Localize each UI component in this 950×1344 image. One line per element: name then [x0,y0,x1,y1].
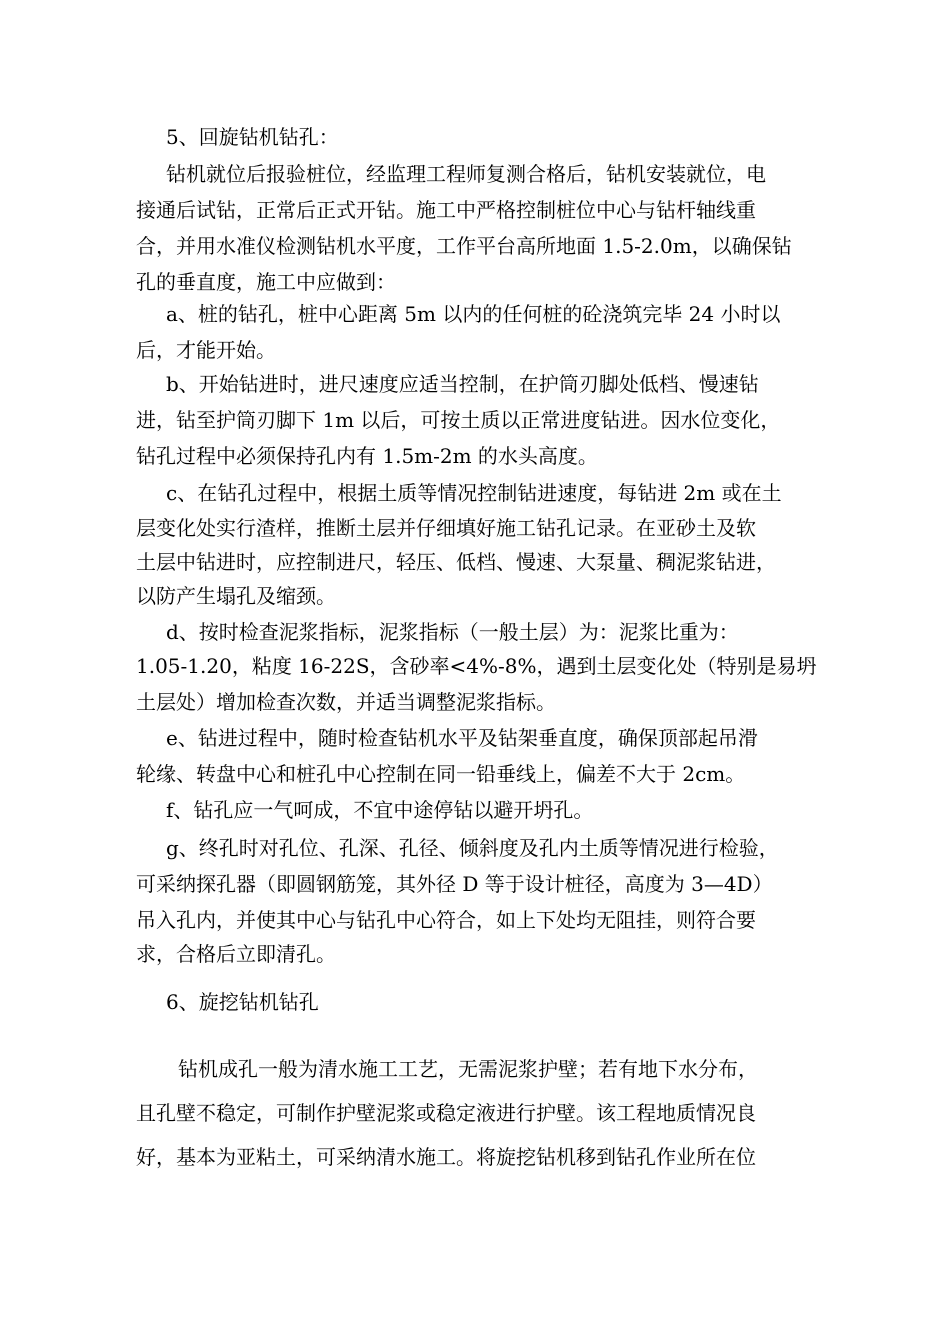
item-c-line: 层变化处实行渣样，推断土层并仔细填好施工钻孔记录。在亚砂土及软 [136,516,756,540]
section-6-body-line: 钻机成孔一般为清水施工工艺，无需泥浆护壁；若有地下水分布， [178,1057,758,1081]
section-6-body-line: 好，基本为亚粘土，可采纳清水施工。将旋挖钻机移到钻孔作业所在位 [136,1145,756,1169]
item-d-line: 1.05-1.20，粘度 16-22S，含砂率<4%-8%，遇到土层变化处（特别是易坍 [136,654,817,678]
item-e-line: 轮缘、转盘中心和桩孔中心控制在同一铅垂线上，偏差不大于 2cm。 [136,762,746,786]
item-d-line: d、按时检查泥浆指标，泥浆指标（一般土层）为：泥浆比重为： [166,620,739,644]
item-d-line: 土层处）增加检查次数，并适当调整泥浆指标。 [136,690,556,714]
item-b-line: b、开始钻进时，进尺速度应适当控制，在护筒刃脚处低档、慢速钻 [166,372,759,396]
item-a-line: 后，才能开始。 [136,338,276,362]
item-e-line: e、钻进过程中，随时检查钻机水平及钻架垂直度，确保顶部起吊滑 [166,726,758,750]
section-6-body-line: 且孔壁不稳定，可制作护壁泥浆或稳定液进行护壁。该工程地质情况良 [136,1101,756,1125]
item-b-line: 钻孔过程中必须保持孔内有 1.5m-2m 的水头高度。 [136,444,598,468]
section-6-heading: 6、旋挖钻机钻孔 [166,990,319,1014]
item-g-line: 吊入孔内，并使其中心与钻孔中心符合，如上下处均无阻挂，则符合要 [136,908,756,932]
item-g-line: 求，合格后立即清孔。 [136,942,336,966]
section-5-intro-line: 合，并用水准仪检测钻机水平度，工作平台高所地面 1.5-2.0m，以确保钻 [136,234,792,258]
section-5-intro-line: 接通后试钻，正常后正式开钻。施工中严格控制桩位中心与钻杆轴线重 [136,198,756,222]
item-a-line: a、桩的钻孔，桩中心距离 5m 以内的任何桩的砼浇筑完毕 24 小时以 [166,302,781,326]
item-c-line: c、在钻孔过程中，根据土质等情况控制钻进速度，每钻进 2m 或在土 [166,481,782,505]
item-b-line: 进，钻至护筒刃脚下 1m 以后，可按土质以正常进度钻进。因水位变化， [136,408,781,432]
section-5-intro-line: 孔的垂直度，施工中应做到： [136,270,396,294]
item-c-line: 以防产生塌孔及缩颈。 [136,584,336,608]
item-g-line: 可采纳探孔器（即圆钢筋笼，其外径 D 等于设计桩径，高度为 3—4D） [136,872,773,896]
section-5-heading: 5、回旋钻机钻孔： [166,125,339,149]
item-f-line: f、钻孔应一气呵成，不宜中途停钻以避开坍孔。 [166,798,594,822]
item-c-line: 土层中钻进时，应控制进尺，轻压、低档、慢速、大泵量、稠泥浆钻进， [136,550,776,574]
section-5-intro-line: 钻机就位后报验桩位，经监理工程师复测合格后，钻机安装就位，电 [166,162,766,186]
item-g-line: g、终孔时对孔位、孔深、孔径、倾斜度及孔内土质等情况进行检验， [166,836,779,860]
